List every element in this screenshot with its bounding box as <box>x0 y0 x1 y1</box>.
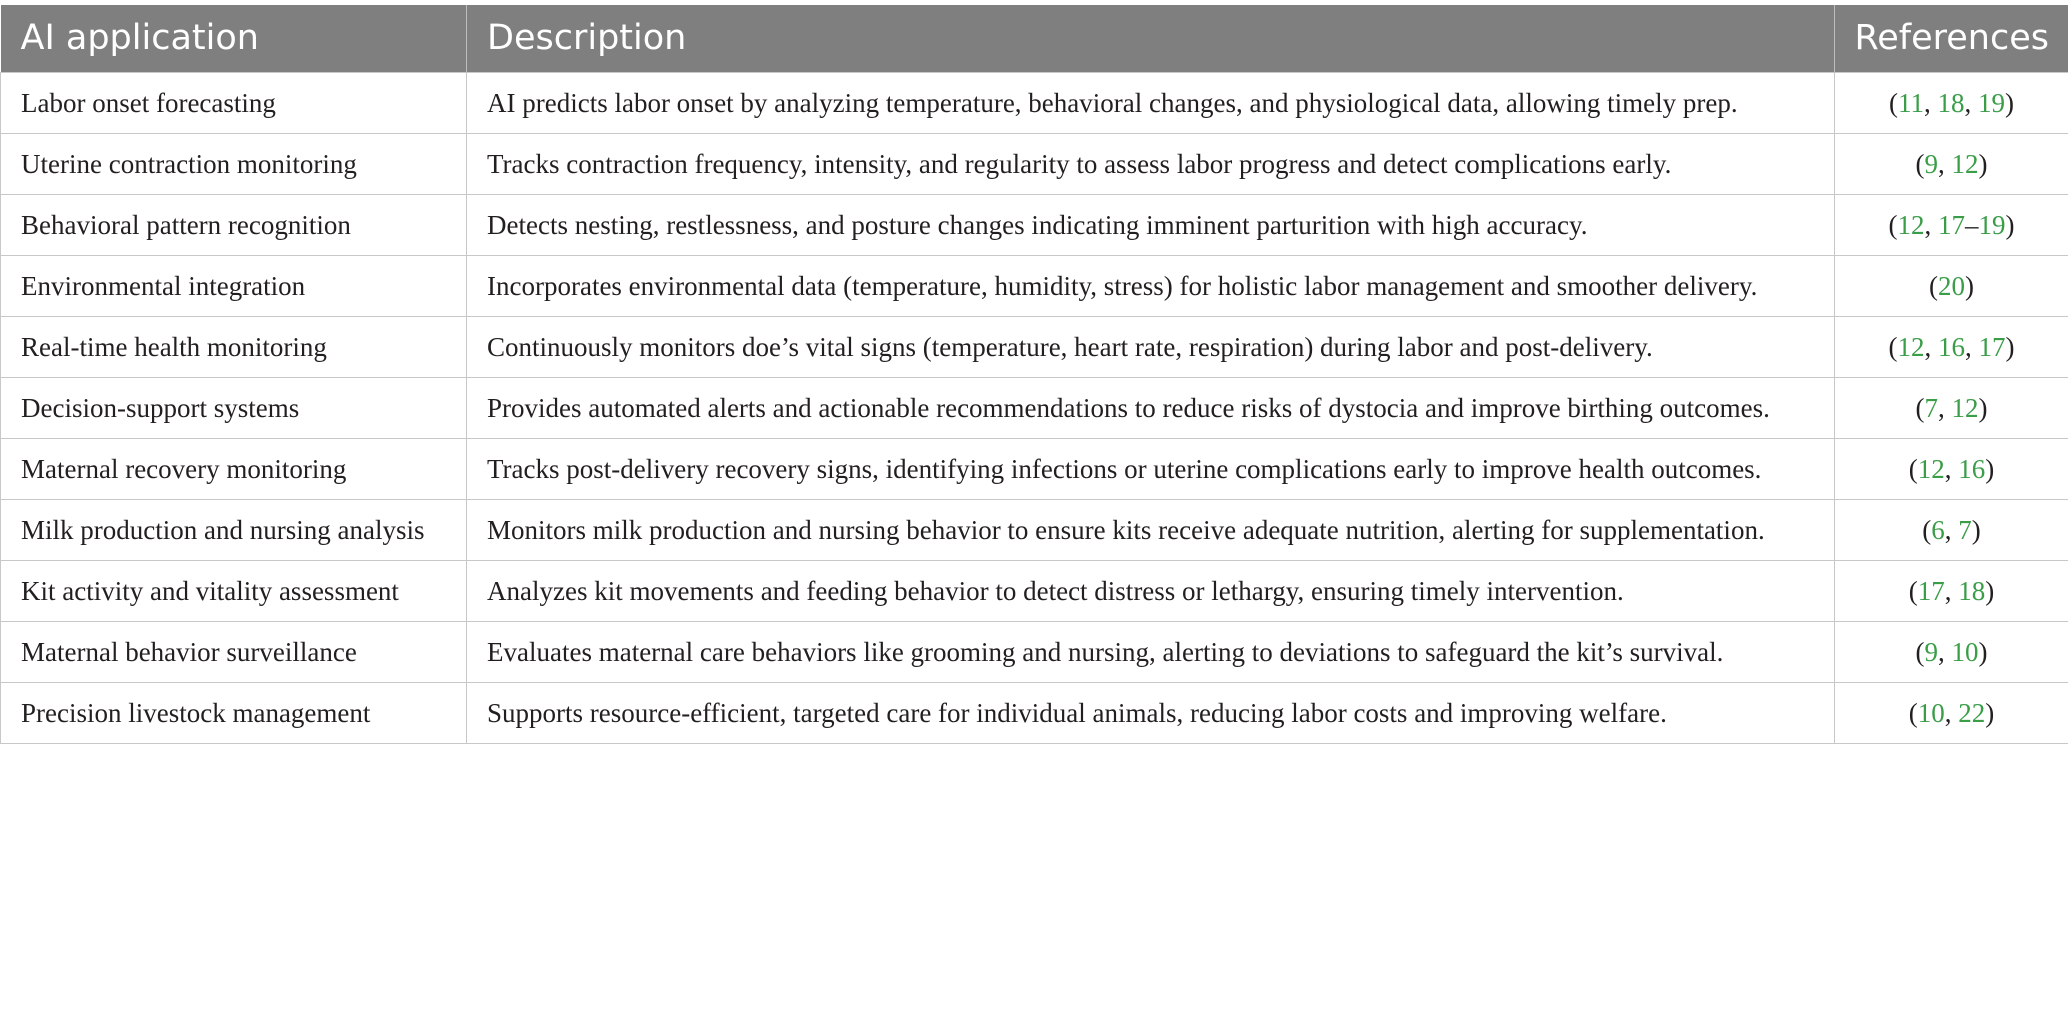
cell-ai-application: Real-time health monitoring <box>1 316 467 377</box>
table-row <box>1 499 2068 560</box>
ref-open-paren: ( <box>1889 87 1898 118</box>
reference-link[interactable]: 9 <box>1924 148 1938 179</box>
reference-separator: , <box>1924 209 1938 240</box>
cell-description: Tracks contraction frequency, intensity, and regularity to assess labor progress and detect complications early. <box>467 133 1835 194</box>
ref-close-paren: ) <box>1965 270 1974 301</box>
ref-open-paren: ( <box>1922 514 1932 545</box>
cell-description: Detects nesting, restlessness, and posture changes indicating imminent parturition with high accuracy. <box>467 194 1835 255</box>
table-row <box>1 316 2068 377</box>
cell-ai-application: Uterine contraction monitoring <box>1 133 467 194</box>
cell-references <box>1835 133 2068 194</box>
table-row <box>1 621 2068 682</box>
cell-ai-application: Precision livestock management <box>1 682 467 743</box>
ref-open-paren: ( <box>1915 636 1925 667</box>
reference-link[interactable]: 12 <box>1917 453 1945 484</box>
reference-separator: , <box>1965 331 1979 362</box>
table-row <box>1 194 2068 255</box>
reference-link[interactable]: 22 <box>1958 697 1986 728</box>
cell-description: AI predicts labor onset by analyzing temperature, behavioral changes, and physiological data, allowing timely prep. <box>467 72 1835 133</box>
cell-references <box>1835 72 2068 133</box>
table-row <box>1 560 2068 621</box>
reference-separator: , <box>1944 697 1959 728</box>
cell-references <box>1835 499 2068 560</box>
reference-separator: , <box>1938 636 1952 667</box>
table-row <box>1 255 2068 316</box>
cell-description: Provides automated alerts and actionable recommendations to reduce risks of dystocia and improve birthing outcomes. <box>467 377 1835 438</box>
cell-description: Tracks post-delivery recovery signs, identifying infections or uterine complications early to improve health outcomes. <box>467 438 1835 499</box>
cell-description: Incorporates environmental data (temperature, humidity, stress) for holistic labor management and smoother delivery. <box>467 255 1835 316</box>
ref-close-paren: ) <box>2005 87 2014 118</box>
reference-link[interactable]: 12 <box>1951 392 1979 423</box>
reference-link[interactable]: 17 <box>1917 575 1945 606</box>
header-description: Description <box>467 5 1835 72</box>
table-body <box>1 72 2068 743</box>
reference-separator: , <box>1938 392 1952 423</box>
ai-applications-table-wrapper <box>0 5 2068 744</box>
ref-open-paren: ( <box>1908 575 1918 606</box>
cell-references <box>1835 438 2068 499</box>
reference-link[interactable]: 12 <box>1897 331 1925 362</box>
ref-close-paren: ) <box>2005 331 2015 362</box>
reference-link[interactable]: 16 <box>1958 453 1986 484</box>
reference-link[interactable]: 16 <box>1938 331 1965 362</box>
header-references: References <box>1835 5 2068 72</box>
reference-link[interactable]: 17 <box>1938 209 1965 240</box>
ref-open-paren: ( <box>1888 209 1898 240</box>
ref-close-paren: ) <box>1971 514 1981 545</box>
cell-references <box>1835 255 2068 316</box>
reference-link[interactable]: 7 <box>1958 514 1972 545</box>
header-ai-application: AI application <box>1 5 467 72</box>
table-row <box>1 377 2068 438</box>
ref-close-paren: ) <box>1978 148 1988 179</box>
table-row <box>1 438 2068 499</box>
cell-description: Analyzes kit movements and feeding behavior to detect distress or lethargy, ensuring timely intervention. <box>467 560 1835 621</box>
reference-link[interactable]: 11 <box>1898 87 1924 118</box>
cell-ai-application: Kit activity and vitality assessment <box>1 560 467 621</box>
table-header <box>1 5 2068 72</box>
reference-separator: , <box>1924 87 1938 118</box>
ref-close-paren: ) <box>1978 392 1988 423</box>
cell-references <box>1835 560 2068 621</box>
cell-references <box>1835 377 2068 438</box>
reference-separator: – <box>1965 209 1979 240</box>
cell-ai-application: Labor onset forecasting <box>1 72 467 133</box>
reference-link[interactable]: 19 <box>1978 209 2006 240</box>
reference-link[interactable]: 7 <box>1924 392 1938 423</box>
reference-separator: , <box>1944 453 1959 484</box>
ref-close-paren: ) <box>1985 575 1995 606</box>
ref-close-paren: ) <box>1985 453 1995 484</box>
reference-link[interactable]: 12 <box>1951 148 1979 179</box>
ref-open-paren: ( <box>1888 331 1898 362</box>
cell-description: Supports resource-efficient, targeted care for individual animals, reducing labor costs and improving welfare. <box>467 682 1835 743</box>
ref-open-paren: ( <box>1908 697 1918 728</box>
reference-separator: , <box>1944 514 1959 545</box>
reference-separator: , <box>1924 331 1938 362</box>
table-row <box>1 72 2068 133</box>
cell-ai-application: Maternal behavior surveillance <box>1 621 467 682</box>
table-row <box>1 133 2068 194</box>
cell-ai-application: Behavioral pattern recognition <box>1 194 467 255</box>
reference-link[interactable]: 18 <box>1937 87 1965 118</box>
ref-open-paren: ( <box>1915 392 1925 423</box>
reference-link[interactable]: 10 <box>1951 636 1979 667</box>
cell-ai-application: Environmental integration <box>1 255 467 316</box>
cell-references <box>1835 621 2068 682</box>
ai-applications-table <box>0 5 2068 744</box>
reference-link[interactable]: 10 <box>1917 697 1945 728</box>
reference-link[interactable]: 19 <box>1978 87 2005 118</box>
reference-link[interactable]: 17 <box>1978 331 2006 362</box>
reference-link[interactable]: 20 <box>1938 270 1965 301</box>
ref-open-paren: ( <box>1915 148 1925 179</box>
reference-link[interactable]: 12 <box>1897 209 1925 240</box>
reference-link[interactable]: 6 <box>1931 514 1945 545</box>
cell-ai-application: Decision-support systems <box>1 377 467 438</box>
reference-separator: , <box>1964 87 1978 118</box>
reference-separator: , <box>1938 148 1952 179</box>
header-row <box>1 5 2068 72</box>
cell-references <box>1835 194 2068 255</box>
cell-description: Evaluates maternal care behaviors like grooming and nursing, alerting to deviations to safeguard the kit’s survival. <box>467 621 1835 682</box>
table-row <box>1 682 2068 743</box>
ref-open-paren: ( <box>1908 453 1918 484</box>
cell-description: Monitors milk production and nursing behavior to ensure kits receive adequate nutrition, alerting for supplementation. <box>467 499 1835 560</box>
cell-references <box>1835 682 2068 743</box>
cell-description: Continuously monitors doe’s vital signs (temperature, heart rate, respiration) during labor and post-delivery. <box>467 316 1835 377</box>
reference-separator: , <box>1944 575 1959 606</box>
cell-ai-application: Milk production and nursing analysis <box>1 499 467 560</box>
ref-close-paren: ) <box>1985 697 1995 728</box>
cell-references <box>1835 316 2068 377</box>
ref-open-paren: ( <box>1929 270 1938 301</box>
ref-close-paren: ) <box>1978 636 1988 667</box>
cell-ai-application: Maternal recovery monitoring <box>1 438 467 499</box>
reference-link[interactable]: 18 <box>1958 575 1986 606</box>
reference-link[interactable]: 9 <box>1924 636 1938 667</box>
ref-close-paren: ) <box>2005 209 2015 240</box>
